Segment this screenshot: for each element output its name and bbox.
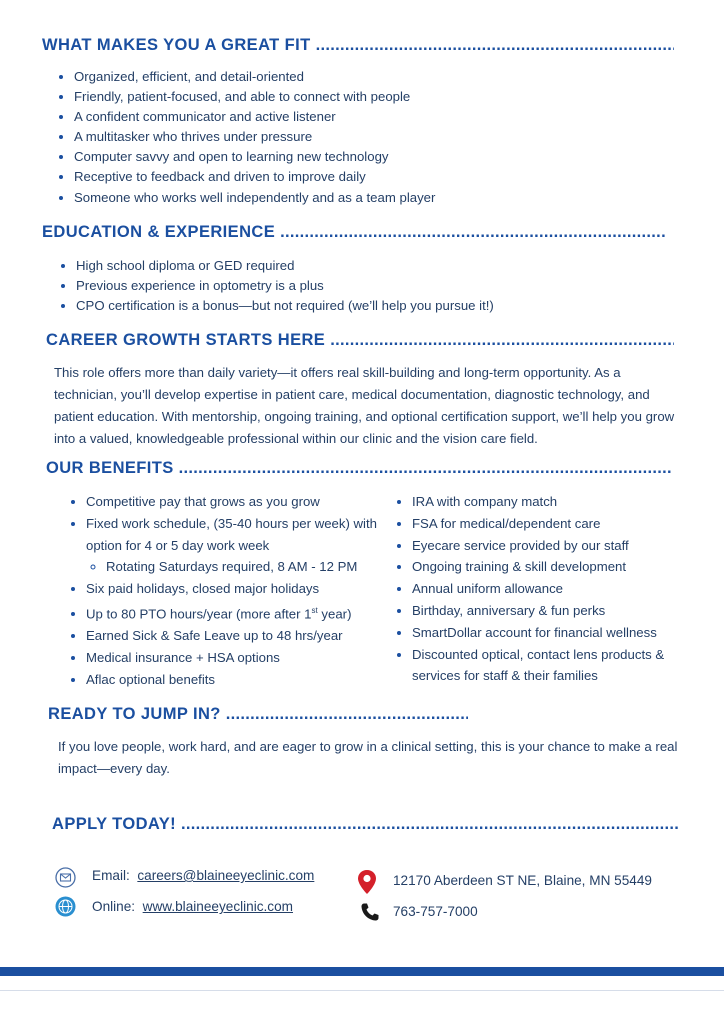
list-item: • A confident communicator and active listener [74, 107, 694, 127]
list-item: • Computer savvy and open to learning new technology [74, 147, 694, 167]
list-item: • Ongoing training & skill development [412, 556, 704, 578]
website-line [92, 899, 293, 914]
list-item: • Competitive pay that grows as you grow [86, 491, 396, 513]
section-heading-growth: CAREER GROWTH STARTS HERE ..... [46, 331, 674, 350]
section-heading-ready: READY TO JUMP IN? ..... [48, 705, 468, 724]
section-heading-fit: WHAT MAKES YOU A GREAT FIT ..... [42, 36, 674, 55]
sub-list-item: ◦ Rotating Saturdays required, 8 AM - 12 PM [106, 556, 396, 578]
list-item: • Medical insurance + HSA options [86, 647, 396, 669]
ready-paragraph: If you love people, work hard, and are eager to grow in a clinical setting, this is your chance to make a real impact—every day. [58, 739, 678, 776]
list-item: • A multitasker who thrives under pressure [74, 127, 694, 147]
list-item: • Previous experience in optometry is a plus [76, 276, 696, 296]
address-text: 12170 Aberdeen ST NE, Blaine, MN 55449 [393, 873, 652, 888]
fit-list [56, 67, 694, 208]
list-item: • Friendly, patient-focused, and able to connect with people [74, 87, 694, 107]
website-label: Online: [92, 899, 136, 914]
globe-icon [55, 896, 76, 922]
list-item: • IRA with company match [412, 491, 704, 513]
list-item: • Someone who works well independently and as a team player [74, 188, 694, 208]
list-item [86, 513, 396, 578]
list-item: • Six paid holidays, closed major holidays [86, 578, 396, 600]
pto-text-end: year) [317, 606, 352, 622]
envelope-icon [55, 867, 76, 893]
list-item: • High school diploma or GED required [76, 256, 696, 276]
section-heading-benefits: OUR BENEFITS ..... [46, 459, 672, 478]
list-item: • CPO certification is a bonus—but not required (we’ll help you pursue it!) [76, 296, 696, 316]
email-line [92, 868, 314, 883]
list-item: • Eyecare service provided by our staff [412, 535, 704, 557]
website-link[interactable]: www.blaineeyeclinic.com [142, 899, 293, 914]
email-label: Email: [92, 868, 130, 883]
list-item: • FSA for medical/dependent care [412, 513, 704, 535]
list-item: • Annual uniform allowance [412, 578, 704, 600]
list-item: • Birthday, anniversary & fun perks [412, 600, 704, 622]
list-item: • Organized, efficient, and detail-oriented [74, 67, 694, 87]
education-list [58, 256, 696, 316]
schedule-text: Fixed work schedule, (35-40 hours per week) with option for 4 or 5 day work week [86, 515, 377, 553]
pto-text: Up to 80 PTO hours/year (more after 1 [86, 606, 312, 622]
section-heading-education: EDUCATION & EXPERIENCE ..... [42, 223, 666, 242]
location-pin-icon [357, 869, 377, 900]
email-link[interactable]: careers@blaineeyeclinic.com [137, 868, 315, 883]
phone-text: 763-757-7000 [393, 904, 478, 919]
list-item [86, 600, 396, 625]
sub-list [86, 556, 396, 578]
footer-bar [0, 967, 724, 976]
growth-paragraph: This role offers more than daily variety—it offers real skill-building and long-term opportunity. As a technician, you’ll develop expertise in patient care, medical documentation, diagnostic technology, and patient education. With mentorship, ongoing training, and optional certification support, we’ll help you grow into a valued, knowledgeable professional within our clinic and the vision care field. [54, 365, 675, 446]
section-heading-apply: APPLY TODAY! ..... [52, 815, 678, 834]
list-item: • Aflac optional benefits [86, 669, 396, 691]
list-item: • Earned Sick & Safe Leave up to 48 hrs/year [86, 625, 396, 647]
benefits-list-left [68, 491, 396, 691]
list-item: • Discounted optical, contact lens products & services for staff & their families [412, 644, 704, 688]
footer-divider [0, 990, 724, 991]
phone-icon [360, 902, 380, 927]
benefits-list-right [394, 491, 704, 687]
list-item: • SmartDollar account for financial wellness [412, 622, 704, 644]
list-item: • Receptive to feedback and driven to improve daily [74, 167, 694, 187]
pto-superscript: st [311, 605, 318, 615]
